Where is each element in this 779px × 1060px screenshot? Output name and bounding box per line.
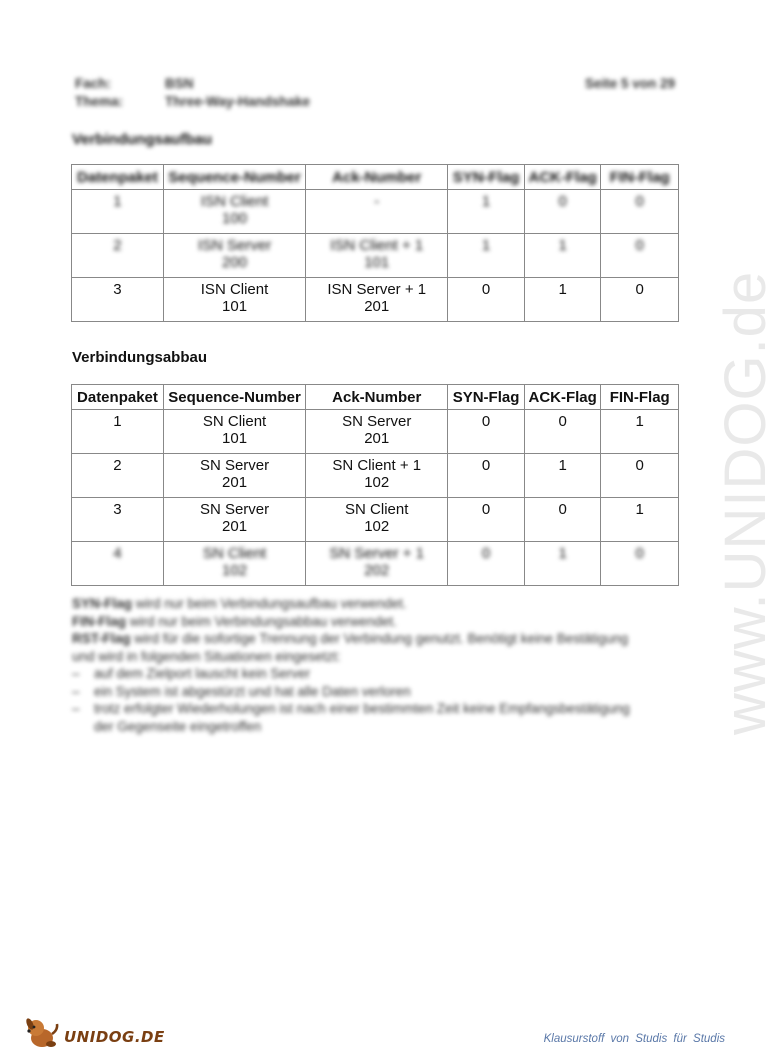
fin-note: FIN-Flag wird nur beim Verbindungsabbau verwendet.	[72, 613, 397, 629]
ack-flag-cell: 1	[524, 542, 601, 586]
ack-number-cell: SN Server + 1 202	[306, 542, 448, 586]
ack-number-cell: SN Client 102	[306, 498, 448, 542]
column-header: FIN-Flag	[601, 385, 679, 410]
syn-flag-cell: 0	[448, 410, 525, 454]
ack-number-cell: SN Server 201	[306, 410, 448, 454]
fin-flag-cell: 0	[601, 234, 679, 278]
ack-flag-cell: 0	[524, 410, 601, 454]
column-header: Sequence-Number	[163, 385, 305, 410]
list-item: – trotz erfolgter Wiederholungen ist nach einer bestimmten Zeit keine Empfangsbestätigung der Gegenseite eingetroffen	[72, 701, 630, 734]
sequence-cell: ISN Client 100	[163, 190, 305, 234]
flag-notes	[72, 595, 632, 735]
packet-cell: 3	[72, 278, 164, 322]
page-number: Seite 5 von 29	[584, 76, 675, 91]
column-header: ACK-Flag	[524, 165, 601, 190]
syn-flag-cell: 1	[448, 234, 525, 278]
column-header: Ack-Number	[306, 385, 448, 410]
syn-flag-cell: 0	[448, 278, 525, 322]
table-row	[72, 190, 679, 234]
packet-cell: 1	[72, 410, 164, 454]
sequence-cell: SN Server 201	[163, 454, 305, 498]
table-row	[72, 278, 679, 322]
ack-number-cell: ISN Client + 1 101	[306, 234, 448, 278]
subject-label: Fach:	[75, 76, 112, 91]
syn-flag-cell: 1	[448, 190, 525, 234]
topic-label: Thema:	[75, 94, 124, 109]
setup-title: Verbindungsaufbau	[72, 131, 213, 148]
teardown-header-row	[72, 385, 679, 410]
table-row	[72, 454, 679, 498]
column-header: ACK-Flag	[524, 385, 601, 410]
page-header	[75, 76, 675, 112]
packet-cell: 2	[72, 454, 164, 498]
syn-flag-cell: 0	[448, 542, 525, 586]
fin-flag-cell: 1	[601, 410, 679, 454]
teardown-title: Verbindungsabbau	[72, 349, 208, 366]
footer-tagline: Klausurstoff von Studis für Studis	[543, 1033, 725, 1045]
logo-text: UNIDOG.DE	[64, 1028, 165, 1046]
packet-cell: 3	[72, 498, 164, 542]
topic-value: Three-Way-Handshake	[165, 94, 311, 109]
fin-flag-cell: 0	[601, 190, 679, 234]
syn-flag-cell: 0	[448, 454, 525, 498]
fin-flag-cell: 0	[601, 542, 679, 586]
column-header: SYN-Flag	[448, 385, 525, 410]
fin-flag-cell: 0	[601, 278, 679, 322]
list-item: – ein System ist abgestürzt und hat alle Daten verloren	[72, 683, 411, 699]
sequence-cell: ISN Server 200	[163, 234, 305, 278]
column-header: SYN-Flag	[448, 165, 525, 190]
sequence-cell: SN Server 201	[163, 498, 305, 542]
setup-table	[71, 164, 679, 322]
syn-flag-cell: 0	[448, 498, 525, 542]
ack-number-cell: ISN Server + 1 201	[306, 278, 448, 322]
ack-number-cell: SN Client + 1 102	[306, 454, 448, 498]
syn-note: SYN-Flag wird nur beim Verbindungsaufbau verwendet.	[72, 596, 407, 611]
packet-cell: 2	[72, 234, 164, 278]
ack-flag-cell: 0	[524, 498, 601, 542]
subject-value: BSN	[165, 76, 194, 91]
ack-flag-cell: 0	[524, 190, 601, 234]
list-item: – auf dem Zielport lauscht kein Server	[72, 666, 311, 681]
ack-flag-cell: 1	[524, 454, 601, 498]
sequence-cell: SN Client 101	[163, 410, 305, 454]
table-row	[72, 542, 679, 586]
column-header: Sequence-Number	[163, 165, 305, 190]
fin-flag-cell: 1	[601, 498, 679, 542]
teardown-table	[71, 384, 679, 586]
sequence-cell: ISN Client 101	[163, 278, 305, 322]
ack-flag-cell: 1	[524, 234, 601, 278]
unidog-logo	[22, 1016, 165, 1050]
column-header: Ack-Number	[306, 165, 448, 190]
ack-flag-cell: 1	[524, 278, 601, 322]
column-header: Datenpaket	[72, 385, 164, 410]
packet-cell: 1	[72, 190, 164, 234]
table-row	[72, 410, 679, 454]
table-row	[72, 234, 679, 278]
column-header: Datenpaket	[72, 165, 164, 190]
packet-cell: 4	[72, 542, 164, 586]
fin-flag-cell: 0	[601, 454, 679, 498]
dog-icon	[22, 1016, 60, 1050]
rst-note: RST-Flag wird für die sofortige Trennung der Verbindung genutzt. Benötigt keine Bestätigung und wird in folgenden Situationen eingesetzt:	[72, 631, 629, 664]
ack-number-cell: -	[306, 190, 448, 234]
column-header: FIN-Flag	[601, 165, 679, 190]
setup-header-row	[72, 165, 679, 190]
table-row	[72, 498, 679, 542]
sequence-cell: SN Client 102	[163, 542, 305, 586]
watermark: www.UNIDOG.de	[713, 270, 778, 735]
